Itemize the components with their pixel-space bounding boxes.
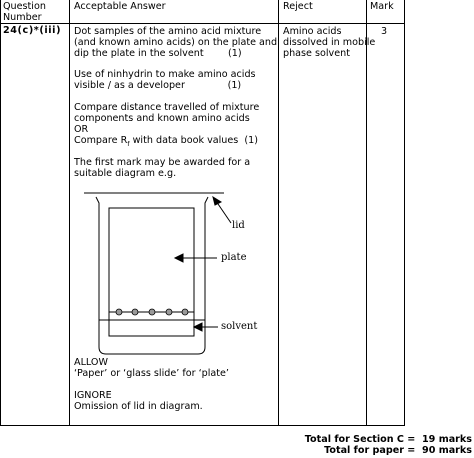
answer-diagram-line1: The first mark may be awarded for a bbox=[74, 157, 251, 168]
answer-diagram-line2: suitable diagram e.g. bbox=[74, 168, 177, 179]
header-question-number-line2: Number bbox=[3, 12, 42, 23]
label-plate: plate bbox=[221, 252, 247, 263]
answer-allow-heading: ALLOW bbox=[74, 357, 108, 368]
answer-compare-line1: Compare distance travelled of mixture bbox=[74, 102, 260, 113]
answer-dot-samples-line1: Dot samples of the amino acid mixture bbox=[74, 26, 262, 37]
header-acceptable-answer: Acceptable Answer bbox=[74, 1, 166, 12]
lid-arrow-line bbox=[216, 201, 231, 223]
plate-rect bbox=[109, 208, 194, 336]
sample-dot bbox=[166, 309, 172, 315]
total-paper: Total for paper = 90 marks bbox=[324, 445, 472, 456]
lid-arrow-head bbox=[213, 197, 221, 205]
answer-dot-samples-line3: dip the plate in the solvent (1) bbox=[74, 48, 242, 59]
sample-dot bbox=[149, 309, 155, 315]
sample-dot bbox=[182, 309, 188, 315]
answer-ignore-text: Omission of lid in diagram. bbox=[74, 401, 203, 412]
answer-dot-samples-line2: (and known amino acids) on the plate and bbox=[74, 37, 278, 48]
answer-ninhydrin-line1: Use of ninhydrin to make amino acids bbox=[74, 69, 256, 80]
header-reject: Reject bbox=[283, 1, 313, 12]
rf-prefix: Compare R bbox=[74, 135, 128, 146]
reject-line2: dissolved in mobile bbox=[283, 37, 376, 48]
label-lid: lid bbox=[232, 220, 245, 231]
label-solvent: solvent bbox=[221, 321, 258, 332]
answer-ignore-heading: IGNORE bbox=[74, 390, 112, 401]
rf-subscript: f bbox=[127, 139, 130, 148]
answer-ninhydrin-line2: visible / as a developer (1) bbox=[74, 80, 242, 91]
plate-arrow-head bbox=[175, 254, 183, 262]
total-section-c: Total for Section C = 19 marks bbox=[304, 434, 472, 445]
header-question-number-line1: Question bbox=[3, 1, 46, 12]
sample-dot bbox=[116, 309, 122, 315]
solvent-arrow-head bbox=[194, 323, 202, 331]
header-mark: Mark bbox=[370, 1, 394, 12]
question-number: 24(c)*(iii) bbox=[3, 25, 62, 36]
rf-suffix: with data book values (1) bbox=[129, 135, 258, 146]
answer-compare-line2: components and known amino acids bbox=[74, 113, 250, 124]
answer-allow-text: ‘Paper’ or ‘glass slide’ for ‘plate’ bbox=[74, 368, 229, 379]
tank-outline bbox=[96, 197, 208, 354]
sample-dot bbox=[132, 309, 138, 315]
mark-value: 3 bbox=[381, 26, 388, 37]
reject-line1: Amino acids bbox=[283, 26, 342, 37]
reject-line3: phase solvent bbox=[283, 48, 350, 59]
answer-or: OR bbox=[74, 124, 89, 135]
